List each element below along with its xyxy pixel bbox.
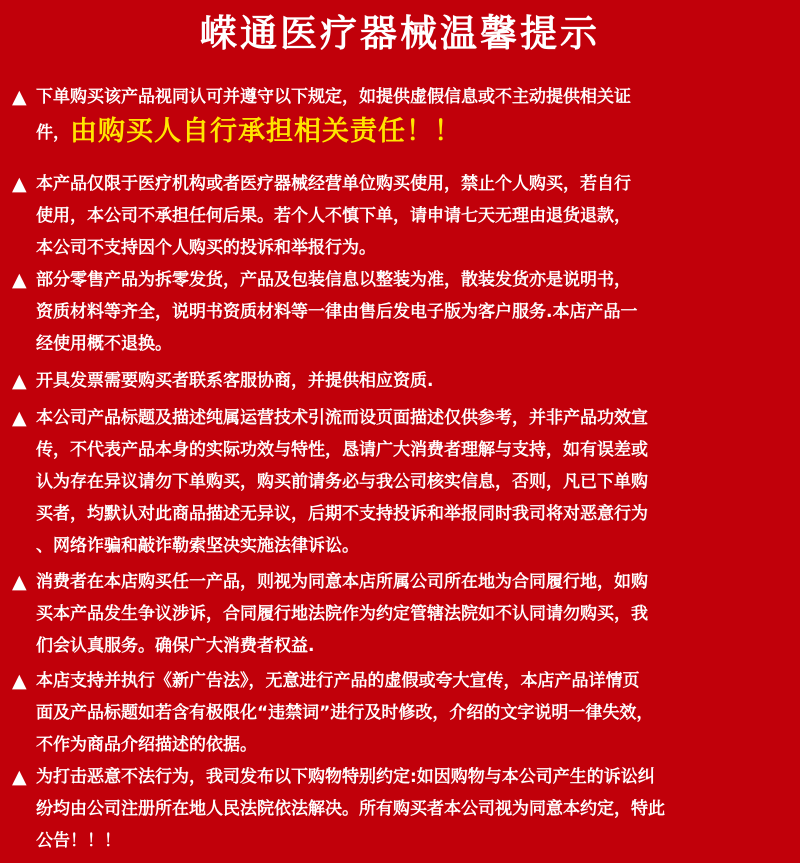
notice-line: 认为存在异议请勿下单购买，购买前请务必与我公司核实信息，否则，凡已下单购 (36, 472, 648, 492)
notice-line: 使用，本公司不承担任何后果。若个人不慎下单，请申请七天无理由退货退款， (36, 206, 631, 226)
notice-line-with-highlight (12, 113, 787, 152)
notice-line: 们会认真服务。确保广大消费者权益. (36, 636, 315, 656)
notice-line: 下单购买该产品视同认可并遵守以下规定，如提供虚假信息或不主动提供相关证 (36, 87, 631, 107)
warning-triangle-icon: ▲ (12, 407, 27, 429)
notice-line: 本店支持并执行《新广告法》，无意进行产品的虚假或夸大宣传，本店产品详情页 (36, 671, 640, 691)
notice-line: 、网络诈骗和敲诈勒索坚决实施法律诉讼。 (36, 536, 359, 556)
notice-line: 买者，均默认对此商品描述无异议，后期不支持投诉和举报同时我司将对恶意行为 (36, 504, 648, 524)
notice-item-special-agreement (12, 761, 787, 857)
warning-triangle-icon: ▲ (12, 670, 27, 692)
warning-triangle-icon: ▲ (12, 766, 27, 788)
warning-triangle-icon: ▲ (12, 571, 27, 593)
warning-triangle-icon: ▲ (12, 86, 27, 108)
highlight-warning-text: 由购买人自行承担相关责任！！ (70, 116, 462, 147)
notice-item-retail-split (12, 264, 787, 360)
notice-line: 为打击恶意不法行为，我司发布以下购物特别约定:如因购物与本公司产生的诉讼纠 (36, 767, 655, 787)
notice-line: 传，不代表产品本身的实际功效与特性，恳请广大消费者理解与支持，如有误差或 (36, 440, 648, 460)
notice-line: 本公司产品标题及描述纯属运营技术引流而设页面描述仅供参考，并非产品功效宣 (36, 408, 648, 428)
page-title: 嵘通医疗器械温馨提示 (200, 12, 600, 55)
notice-item-invoice (12, 365, 787, 397)
warning-triangle-icon: ▲ (12, 370, 27, 392)
notice-line: 资质材料等齐全，说明书资质材料等一律由售后发电子版为客户服务.本店产品一 (36, 302, 638, 322)
notice-line: 本产品仅限于医疗机构或者医疗器械经营单位购买使用，禁止个人购买，若自行 (36, 174, 631, 194)
notice-item-advertising-law (12, 665, 787, 761)
notice-line: 公告！！！ (36, 831, 121, 851)
notice-line: 面及产品标题如若含有极限化“违禁词”进行及时修改，介绍的文字说明一律失效， (36, 703, 654, 723)
notice-item-jurisdiction (12, 566, 787, 662)
notice-line: 纷均由公司注册所在地人民法院依法解决。所有购买者本公司视为同意本约定，特此 (36, 799, 665, 819)
notice-line: 不作为商品介绍描述的依据。 (36, 735, 257, 755)
notice-item-purchase-terms (12, 81, 787, 152)
notice-item-description-disclaimer (12, 402, 787, 562)
warning-triangle-icon: ▲ (12, 173, 27, 195)
notice-line: 部分零售产品为拆零发货，产品及包装信息以整装为准，散装发货亦是说明书， (36, 270, 631, 290)
notice-line: 消费者在本店购买任一产品，则视为同意本店所属公司所在地为合同履行地，如购 (36, 572, 648, 592)
notice-line: 件， (36, 123, 70, 143)
warning-triangle-icon: ▲ (12, 269, 27, 291)
notice-item-institution-only (12, 168, 787, 264)
notice-line: 开具发票需要购买者联系客服协商，并提供相应资质. (36, 371, 434, 391)
notice-line: 买本产品发生争议涉诉，合同履行地法院作为约定管辖法院如不认同请勿购买，我 (36, 604, 648, 624)
notice-line: 本公司不支持因个人购买的投诉和举报行为。 (36, 238, 376, 258)
notice-line: 经使用概不退换。 (36, 334, 172, 354)
